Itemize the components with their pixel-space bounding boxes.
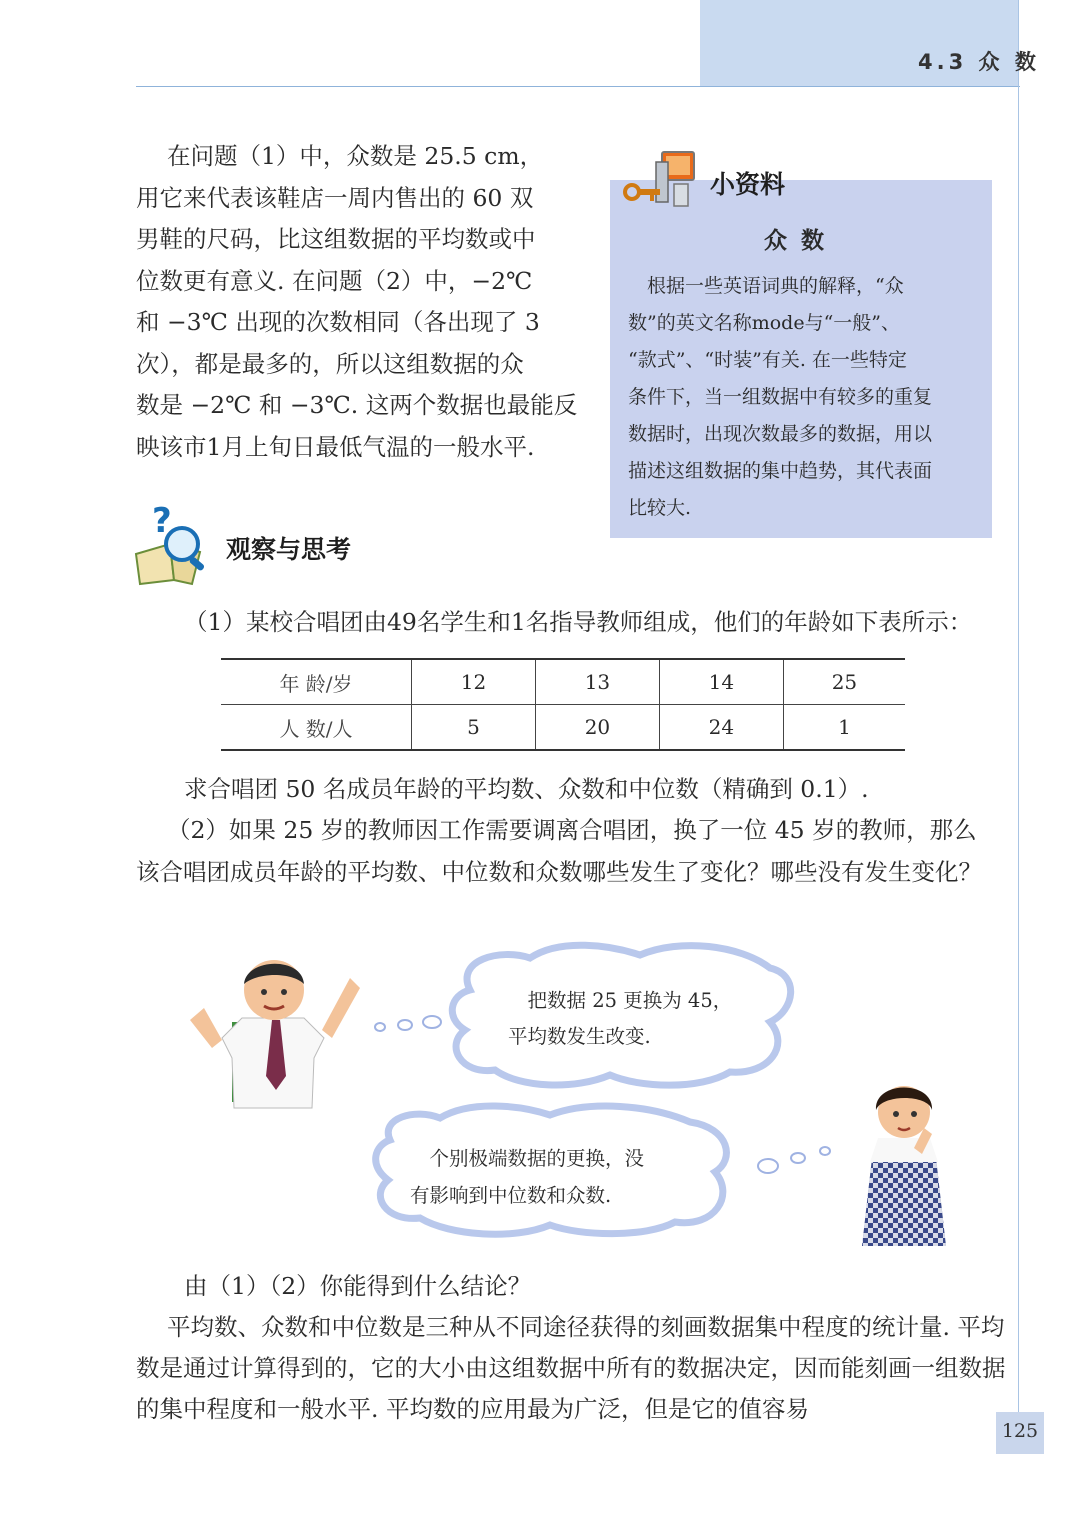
table-cell: 24	[659, 705, 783, 751]
info-title: 小资料	[710, 170, 786, 199]
svg-text:?: ?	[152, 501, 172, 541]
bubble-2-line: 有影响到中位数和众数.	[410, 1184, 612, 1207]
table-cell: 12	[412, 659, 536, 705]
info-heading: 众数	[764, 227, 838, 254]
text-line: 根据一些英语词典的解释，“众	[628, 275, 904, 297]
bubble-2-dot	[820, 1147, 830, 1155]
observe-title: 观察与思考	[226, 535, 352, 564]
text-line: 男鞋的尺码，比这组数据的平均数或中	[136, 225, 536, 253]
text-line: “款式”、“时装”有关. 在一些特定	[628, 349, 907, 371]
bubble-1-dot	[375, 1023, 385, 1031]
question-2: （2）如果 25 岁的教师因工作需要调离合唱团，换了一位 45 岁的教师，那么该合唱团成员年龄的平均数、中位数和众数哪些发生了变化？哪些没有发生变化？	[136, 816, 982, 886]
table-cell: 20	[535, 705, 659, 751]
bubble-1-line: 把数据 25 更换为 45，	[508, 989, 733, 1012]
table-cell: 1	[783, 705, 905, 751]
text-line: 比较大.	[628, 497, 692, 519]
conclusion-question: 由（1）（2）你能得到什么结论？	[184, 1272, 532, 1300]
table-cell: 13	[535, 659, 659, 705]
table-cell: 25	[783, 659, 905, 705]
question-1-task: 求合唱团 50 名成员年龄的平均数、众数和中位数（精确到 0.1）.	[184, 775, 869, 803]
boy-illustration	[182, 948, 364, 1110]
text-line: 和 −3℃ 出现的次数相同（各出现了 3	[136, 308, 540, 336]
text-line: 数是 −2℃ 和 −3℃. 这两个数据也最能反	[136, 391, 578, 419]
bubble-1-dot	[423, 1016, 441, 1028]
section-title: 4.3 众 数	[918, 50, 1040, 74]
bubble-1-dot	[398, 1020, 412, 1030]
text-line: 在问题（1）中，众数是 25.5 cm，	[136, 142, 544, 170]
text-line: 次），都是最多的，所以这组数据的众	[136, 349, 524, 378]
text-line: 用它来代表该鞋店一周内售出的 60 双	[136, 183, 534, 212]
table-cell: 14	[659, 659, 783, 705]
conclusion-text: 平均数、众数和中位数是三种从不同途径获得的刻画数据集中程度的统计量. 平均数是通过计算得到的，它的大小由这组数据中所有的数据决定，因而能刻画一组数据的集中程度和一般水平. 平均数的应用最为广泛，但是它的值容易	[136, 1313, 1006, 1423]
bubble-2-dot	[791, 1153, 805, 1163]
bubble-1-text	[508, 983, 732, 1055]
text-line: 数据时，出现次数最多的数据，用以	[628, 423, 933, 445]
text-line: 描述这组数据的集中趋势，其代表面	[628, 460, 933, 482]
question-1: （1）某校合唱团由49名学生和1名指导教师组成，他们的年龄如下表所示：	[184, 608, 973, 636]
page-number: 125	[1001, 1420, 1039, 1442]
bubble-2-text	[410, 1140, 644, 1214]
text-line: 位数更有意义. 在问题（2）中，−2℃	[136, 266, 533, 295]
text-line: 条件下，当一组数据中有较多的重复	[628, 386, 933, 408]
table-header-cell: 人 数/人	[221, 705, 412, 751]
bubble-2-line: 个别极端数据的更换，没	[410, 1147, 645, 1170]
table-header-cell: 年 龄/岁	[221, 659, 412, 705]
text-line: 数”的英文名称mode与“一般”、	[628, 312, 901, 334]
bubble-1-line: 平均数发生改变.	[508, 1025, 651, 1048]
conclusion	[136, 1266, 1006, 1430]
bubble-2-dot	[758, 1159, 778, 1173]
table-cell: 5	[412, 705, 536, 751]
text-line: 映该市1月上旬日最低气温的一般水平.	[136, 432, 535, 461]
girl-illustration	[858, 1078, 950, 1248]
